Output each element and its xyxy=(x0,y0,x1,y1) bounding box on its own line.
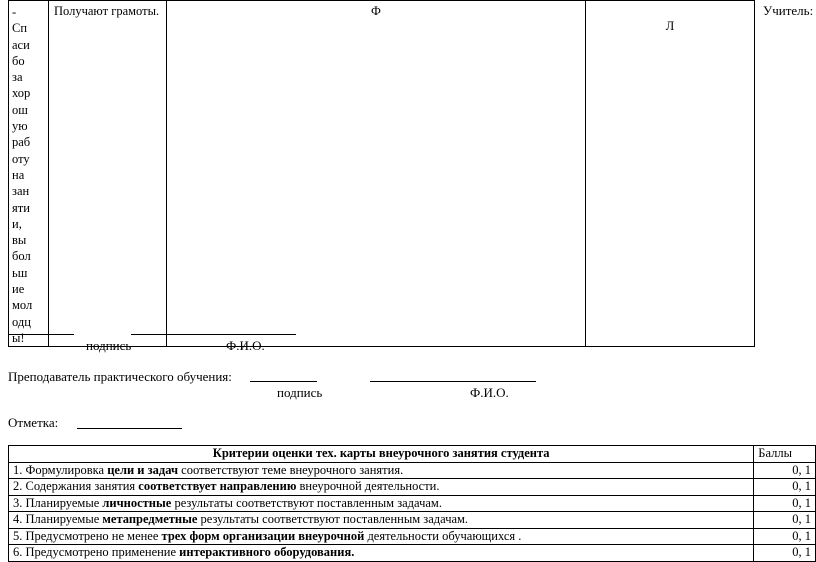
practice-fio-caption: Ф.И.О. xyxy=(470,385,509,400)
vertical-text-line: одц xyxy=(12,314,31,329)
mark-label: Отметка: xyxy=(8,415,59,430)
vertical-text-line: - xyxy=(12,5,17,19)
vertical-text-line: ие xyxy=(12,282,25,297)
criteria-text-bold: метапредметные xyxy=(102,512,198,527)
vertical-text-line: вы xyxy=(12,233,27,248)
criteria-table xyxy=(8,445,816,562)
vertical-text-line: ы! xyxy=(12,330,25,345)
criteria-row xyxy=(9,462,816,479)
criteria-row xyxy=(9,495,816,512)
practice-teacher-label: Преподаватель практического обучения: xyxy=(8,369,232,384)
mark-line[interactable] xyxy=(77,428,182,429)
vertical-text-line: аси xyxy=(12,37,30,52)
practice-fio-line[interactable] xyxy=(370,381,536,382)
fio-caption: Ф.И.О. xyxy=(226,338,265,353)
criteria-row xyxy=(9,528,816,545)
score-header: Баллы xyxy=(754,446,816,463)
criteria-text-part: 6. Предусмотрено применение xyxy=(13,545,180,560)
vertical-text-line: мол xyxy=(12,298,33,313)
criteria-text-part: 5. Предусмотрено не менее xyxy=(13,528,162,543)
criteria-text xyxy=(9,495,754,512)
criteria-text-bold: личностные xyxy=(102,495,172,510)
vertical-text-line: на xyxy=(12,167,25,182)
vertical-text-line: и, xyxy=(12,216,22,231)
vertical-text-line: бо xyxy=(12,53,25,68)
vertical-text-line: ую xyxy=(12,119,28,134)
vertical-text-line: ош xyxy=(12,102,28,117)
vertical-text-line: хор xyxy=(12,86,31,101)
criteria-score: 0, 1 xyxy=(754,528,816,545)
criteria-row xyxy=(9,545,816,562)
f-column-header: Ф xyxy=(167,1,586,347)
criteria-text-part: 4. Планируемые xyxy=(13,512,103,527)
vertical-text-line: яти xyxy=(12,200,30,215)
criteria-text xyxy=(9,479,754,496)
practice-signature-caption: подпись xyxy=(277,385,323,400)
criteria-text-part: соответствуют теме внеурочного занятия. xyxy=(178,462,404,477)
criteria-text xyxy=(9,528,754,545)
criteria-text-part: деятельности обучающихся . xyxy=(364,528,522,543)
criteria-score: 0, 1 xyxy=(754,479,816,496)
teacher-label: Учитель: xyxy=(763,3,814,18)
vertical-text-line: зан xyxy=(12,184,30,199)
criteria-text-part: результаты соответствуют поставленным задачам. xyxy=(197,512,469,527)
criteria-text-part: результаты соответствуют поставленным задачам. xyxy=(171,495,442,510)
signature-caption: подпись xyxy=(86,338,132,353)
criteria-score: 0, 1 xyxy=(754,462,816,479)
vertical-text-line: ьш xyxy=(12,265,28,280)
vertical-text-cell xyxy=(9,1,49,347)
criteria-score: 0, 1 xyxy=(754,495,816,512)
fio-line[interactable] xyxy=(131,334,296,335)
criteria-text xyxy=(9,512,754,529)
criteria-text-bold: трех форм организации внеурочной xyxy=(161,528,365,543)
criteria-text xyxy=(9,462,754,479)
l-column-header: Л xyxy=(586,1,755,347)
criteria-text-part: 3. Планируемые xyxy=(13,495,103,510)
criteria-text-bold: интерактивного оборудования. xyxy=(179,545,355,560)
criteria-text-part: внеурочной деятельности. xyxy=(296,479,440,494)
activity-table xyxy=(8,0,755,347)
vertical-text-line: раб xyxy=(12,135,31,150)
vertical-text-line: Сп xyxy=(12,21,28,36)
vertical-text-line: бол xyxy=(12,249,31,264)
criteria-header-row xyxy=(9,446,816,463)
criteria-text-bold: цели и задач xyxy=(107,462,179,477)
vertical-text-line: за xyxy=(12,70,23,85)
grams-cell: Получают грамоты. xyxy=(49,1,167,347)
signature-line[interactable] xyxy=(8,334,74,335)
vertical-text-line: оту xyxy=(12,151,30,166)
criteria-text-part: 2. Содержания занятия xyxy=(13,479,139,494)
criteria-text xyxy=(9,545,754,562)
criteria-score: 0, 1 xyxy=(754,512,816,529)
practice-signature-line[interactable] xyxy=(250,381,317,382)
criteria-text-bold: соответствует направлению xyxy=(138,479,297,494)
criteria-row xyxy=(9,512,816,529)
criteria-header: Критерии оценки тех. карты внеурочного занятия студента xyxy=(9,446,754,463)
criteria-score: 0, 1 xyxy=(754,545,816,562)
criteria-row xyxy=(9,479,816,496)
criteria-text-part: 1. Формулировка xyxy=(13,462,108,477)
